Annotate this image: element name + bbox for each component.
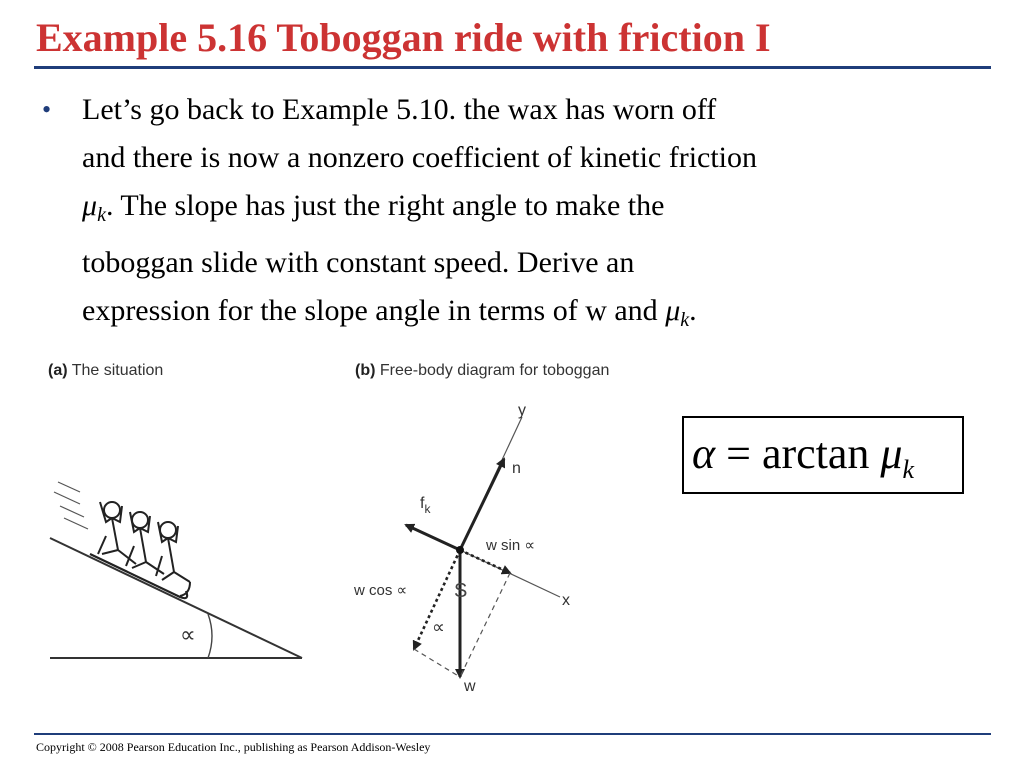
angle-label-b: ∝ [432, 617, 445, 637]
bullet-line-2: and there is now a nonzero coefficient of kinetic friction [82, 141, 758, 174]
x-axis-label: x [562, 592, 570, 609]
bullet-icon: • [42, 95, 52, 124]
figure-b-free-body-diagram [340, 395, 600, 695]
friction-label-f: f [420, 495, 425, 512]
mu-symbol: μ [82, 189, 98, 222]
bullet-text [82, 86, 982, 344]
mu-symbol-2: μ [665, 294, 681, 327]
bullet-line-5 [82, 287, 982, 344]
formula-alpha: α [692, 429, 716, 478]
formula-box [682, 416, 964, 494]
angle-arc [208, 614, 212, 658]
formula-subscript: k [902, 455, 915, 484]
figure-b-caption-text: Free-body diagram for toboggan [379, 362, 610, 379]
figure-a-caption-text: The situation [71, 362, 164, 379]
weight-label: w [464, 678, 476, 695]
friction-label [420, 495, 431, 516]
bullet-line-1: Let’s go back to Example 5.10. the wax has worn off [82, 93, 717, 126]
mu-subscript: k [97, 204, 106, 226]
footer-copyright: Copyright © 2008 Pearson Education Inc., publishing as Pearson Addison-Wesley [36, 740, 431, 754]
w-cos-label: w cos ∝ [354, 582, 408, 599]
equilibrium-mark: S [454, 580, 468, 602]
bullet-line-4: toboggan slide with constant speed. Derive an [82, 246, 635, 279]
object-point [456, 546, 464, 554]
formula-equals: = [715, 429, 762, 478]
title-divider [34, 66, 991, 69]
friction-force-arrow [406, 525, 460, 550]
angle-label: ∝ [180, 622, 196, 647]
mu-subscript-2: k [680, 309, 690, 331]
footer-divider [34, 733, 991, 735]
figure-a-caption [48, 362, 163, 380]
bullet-line-5-text: expression for the slope angle in terms of w and [82, 294, 666, 327]
dashed-completion-2 [414, 649, 460, 677]
bullet-line-3-text: . The slope has just the right angle to make the [105, 189, 665, 222]
slope-line [50, 538, 302, 658]
formula-mu: μ [880, 429, 903, 478]
y-axis-label: y [518, 402, 526, 419]
formula-func: arctan [761, 429, 881, 478]
dashed-completion-1 [460, 573, 510, 677]
formula [692, 428, 914, 485]
figure-b-tag: (b) [355, 362, 376, 379]
normal-force-label: n [512, 460, 521, 477]
figure-b-caption [355, 362, 609, 380]
slide-title: Example 5.16 Toboggan ride with friction I [36, 15, 771, 60]
figure-a-slope-drawing [40, 470, 320, 670]
bullet-line-3 [82, 182, 982, 239]
w-sin-label: w sin ∝ [486, 537, 536, 554]
figure-a-tag: (a) [48, 362, 68, 379]
bullet-line-5-end: . [689, 294, 697, 327]
friction-label-sub: k [424, 502, 431, 516]
motion-lines [54, 482, 88, 529]
